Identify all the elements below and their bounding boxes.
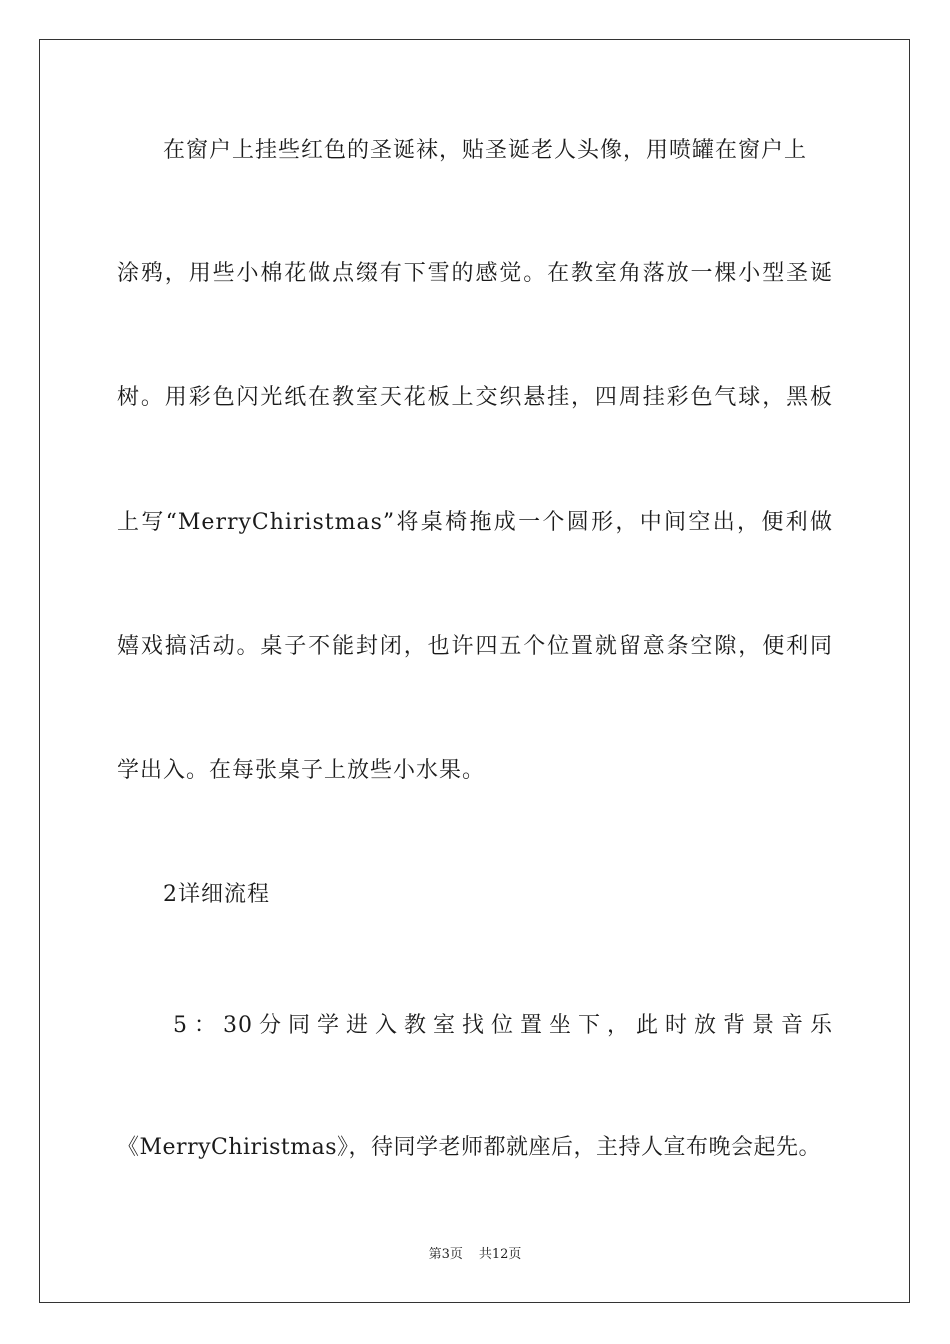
section-heading: 2详细流程	[163, 882, 270, 907]
page-number: 第3页	[428, 1247, 463, 1262]
page-footer	[0, 1245, 950, 1265]
text-line: 嬉戏搞活动。桌子不能封闭，也许四五个位置就留意条空隙，便利同	[117, 634, 833, 659]
text-line: 《MerryChiristmas》，待同学老师都就座后，主持人宣布晚会起先。	[117, 1135, 821, 1160]
text-line: 5：30分同学进入教室找位置坐下，此时放背景音乐	[173, 1013, 833, 1038]
text-line: 上写“MerryChiristmas”将桌椅拖成一个圆形，中间空出，便利做	[117, 510, 833, 535]
page-total: 共12页	[478, 1247, 522, 1262]
text-line: 树。用彩色闪光纸在教室天花板上交织悬挂，四周挂彩色气球，黑板	[117, 385, 833, 410]
page-border	[39, 39, 910, 1303]
text-line: 涂鸦，用些小棉花做点缀有下雪的感觉。在教室角落放一棵小型圣诞	[117, 261, 833, 286]
text-line: 在窗户上挂些红色的圣诞袜，贴圣诞老人头像，用喷罐在窗户上	[163, 138, 808, 163]
text-line: 学出入。在每张桌子上放些小水果。	[117, 758, 486, 783]
